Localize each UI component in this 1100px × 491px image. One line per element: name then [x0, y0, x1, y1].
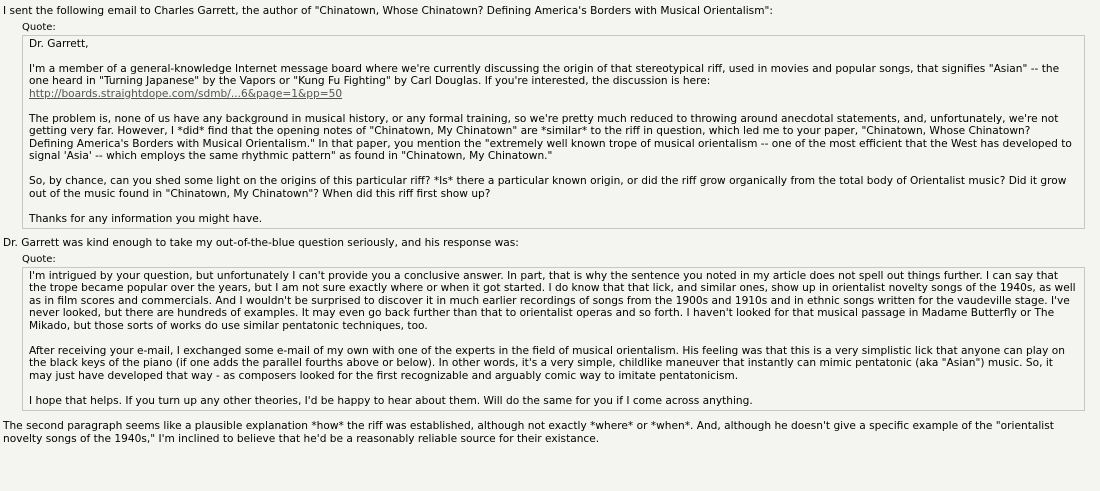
response-paragraph: After receiving your e-mail, I exchanged some e-mail of my own with one of the experts in the field of musical orientalism. His feeling was that this is a very simplistic lick that anyone can play on the black keys of the piano (if one adds the parallel fourths above or below). In other words, it's a very simple, childlike maneuver that instantly can mimic pentatonic (aka "Asian") music. So, it may just have developed that way - as composers looked for the first recognizable and arguably comic way to imitate pentatonicism.: [29, 344, 1065, 382]
email-closing: Thanks for any information you might have.: [29, 212, 263, 225]
quote-block-response: [22, 267, 1085, 412]
quote-label: Quote:: [22, 253, 56, 265]
post-intro-text: I sent the following email to Charles Garrett, the author of "Chinatown, Whose Chinatown? Defining America's Borders with Musical Orientalism":: [3, 5, 773, 17]
email-paragraph: The problem is, none of us have any background in musical history, or any formal training, so we're pretty much reduced to throwing around anecdotal statements, and, unfortunately, we're not getting very far. However, I *did* find that the opening notes of "Chinatown, My Chinatown" are *similar* to the riff in question, which led me to your paper, "Chinatown, Whose Chinatown? Defining America's Borders with Musical Orientalism." In that paper, you mention the "extremely well known trope of musical orientalism -- one of the most efficient that the West has developed to signal 'Asia' -- which employs the same rhythmic pattern" as found in "Chinatown, My Chinatown.": [29, 112, 1072, 162]
email-paragraph: [29, 63, 1077, 101]
email-paragraph: So, by chance, can you shed some light on the origins of this particular riff? *Is* there a particular known origin, or did the riff grow organically from the total body of Orientalist music? Did it grow out of the music found in "Chinatown, My Chinatown"? When did this riff first show up?: [29, 175, 1067, 200]
email-paragraph-text: I'm a member of a general-knowledge Internet message board where we're currently discussing the origin of that stereotypical riff, used in movies and popular songs, that signifies "Asian" -- the one heard in "Turning Japanese" by the Vapors or "Kung Fu Fighting" by Carl Douglas. If you're interested, the discussion is here:: [29, 62, 1060, 87]
email-greeting: Dr. Garrett,: [29, 37, 89, 50]
post-conclusion-text: The second paragraph seems like a plausible explanation *how* the riff was established, although not exactly *where* or *when*. And, although he doesn't give a specific example of the "orientalist novelty songs of the 1940s," I'm inclined to believe that he'd be a reasonably reliable source for their existance.: [3, 420, 1054, 445]
response-paragraph: I hope that helps. If you turn up any other theories, I'd be happy to hear about them. Will do the same for you if I come across anything.: [29, 394, 753, 407]
quote-block-email: [22, 35, 1085, 230]
discussion-link[interactable]: http://boards.straightdope.com/sdmb/...6&page=1&pp=50: [29, 87, 343, 100]
quote-label: Quote:: [22, 21, 56, 33]
response-intro-text: Dr. Garrett was kind enough to take my out-of-the-blue question seriously, and his response was:: [3, 237, 519, 249]
response-paragraph: I'm intrigued by your question, but unfortunately I can't provide you a conclusive answer. In part, that is why the sentence you noted in my article does not spell out things further. I can say that the trope became popular over the years, but I am not sure exactly where or when it got started. I do know that that lick, and similar ones, show up in orientalist novelty songs of the 1940s, as well as in film scores and commercials. And I wouldn't be surprised to discover it in much earlier recordings of songs from the 1900s and 1910s and in ethnic songs written for the vaudeville stage. I've never looked, but there are hundreds of examples. It may even go back further than that to orientalist operas and so forth. I haven't looked for that musical passage in Madame Butterfly or The Mikado, but those sorts of works do use similar pentatonic techniques, too.: [29, 269, 1076, 332]
